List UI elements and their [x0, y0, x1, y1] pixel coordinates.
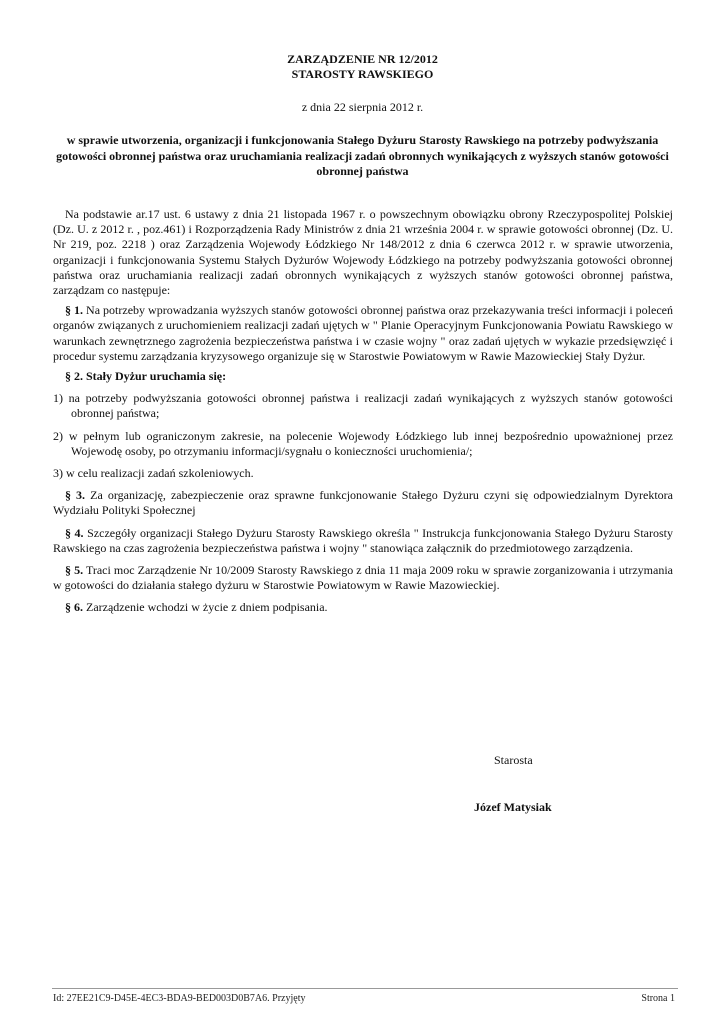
paragraph-3-text: Za organizację, zabezpieczenie oraz sprawne funkcjonowanie Stałego Dyżuru czyni się odpowiedzialnym Dyrektora Wydziału Polityki Społecznej: [53, 488, 674, 518]
paragraph-6-text: Zarządzenie wchodzi w życie z dniem podpisania.: [83, 600, 328, 615]
paragraph-2-item-2: 2) w pełnym lub ograniczonym zakresie, na polecenie Wojewody Łódzkiego lub innej bezpośrednio upoważnionej przez Wojewodę osoby, po otrzymaniu informacji/sygnału o konieczności uruchomienia/;: [53, 428, 673, 458]
signature-name: Józef Matysiak: [474, 800, 552, 814]
paragraph-5-text: Traci moc Zarządzenie Nr 10/2009 Starosty Rawskiego z dnia 11 maja 2009 roku w sprawie zorganizowania i utrzymania w gotowości do działania stałego dyżuru w Starostwie Powiatowym w Rawie Mazowieckiej.: [53, 563, 673, 593]
title-line-2: STAROSTY RAWSKIEGO: [291, 67, 434, 81]
document-date: z dnia 22 sierpnia 2012 r.: [301, 100, 424, 114]
footer-document-id: Id: 27EE21C9-D45E-4EC3-BDA9-BED003D0B7A6. Przyjęty: [53, 993, 306, 1004]
footer-page-number: Strona 1: [641, 993, 675, 1004]
paragraph-4: [53, 526, 673, 556]
paragraph-2-heading: § 2. Stały Dyżur uruchamia się:: [65, 369, 227, 384]
paragraph-1: [53, 303, 673, 364]
paragraph-2-item-3: 3) w celu realizacji zadań szkoleniowych.: [53, 466, 254, 481]
document-body: [53, 207, 673, 616]
paragraph-4-label: § 4.: [65, 525, 84, 540]
document-subject: w sprawie utworzenia, organizacji i funkcjonowania Stałego Dyżuru Starosty Rawskiego na potrzeby podwyższania gotowości obronnej państwa oraz uruchamiania realizacji zadań obronnych wynikających z wyższych stanów gotowości obronnej państwa: [56, 133, 669, 178]
signature-role: Starosta: [494, 753, 533, 767]
preamble: Na podstawie ar.17 ust. 6 ustawy z dnia 21 listopada 1967 r. o powszechnym obowiązku obrony Rzeczypospolitej Polskiej (Dz. U. z 2012 r. , poz.461) i Rozporządzenia Rady Ministrów z dnia 21 września 2004 r. w sprawie gotowości obronnej (Dz. U. Nr 219, poz. 2218 ) oraz Zarządzenia Wojewody Łódzkiego Nr 148/2012 z dnia 6 czerwca 2012 r. w sprawie utworzenia, organizacji i funkcjonowania Systemu Stałych Dyżurów Wojewody Łódzkiego na potrzeby podwyższania gotowości obronnej państwa oraz uruchamiania realizacji zadań obronnych wynikających z wyższych stanów gotowości obronnej państwa, zarządzam co następuje:: [53, 207, 673, 298]
document-title: [0, 52, 725, 82]
paragraph-5-label: § 5.: [65, 563, 84, 578]
paragraph-6: [53, 600, 673, 615]
footer-divider: [52, 988, 678, 989]
paragraph-6-label: § 6.: [65, 600, 83, 615]
paragraph-2-item-1: 1) na potrzeby podwyższania gotowości obronnej państwa i realizacji zadań wynikających z wyższych stanów gotowości obronnej państwa;: [53, 391, 673, 421]
paragraph-4-text: Szczegóły organizacji Stałego Dyżuru Starosty Rawskiego określa " Instrukcja funkcjonowania Stałego Dyżuru Starosty Rawskiego na czas zagrożenia bezpieczeństwa państwa i wojny " stanowiąca załącznik do przedmiotowego zarządzenia.: [53, 525, 674, 555]
paragraph-1-label: § 1.: [65, 303, 84, 318]
title-line-1: ZARZĄDZENIE NR 12/2012: [287, 52, 438, 66]
paragraph-3-label: § 3.: [65, 488, 86, 503]
paragraph-1-text: Na potrzeby wprowadzania wyższych stanów gotowości obronnej państwa oraz przekazywania treści informacji i poleceń organów związanych z uruchomieniem realizacji zadań ujętych w " Planie Operacyjnym Funkcjonowania Powiatu Rawskiego w warunkach zewnętrznego zagrożenia bezpieczeństwa państwa i w czasie wojny " oraz zadań ujętych w wykazie przedsięwzięć i procedur systemu zarządzania kryzysowego organizuje się w Starostwie Powiatowym w Rawie Mazowieckiej Stały Dyżur.: [53, 303, 673, 363]
paragraph-5: [53, 563, 673, 593]
paragraph-3: [53, 488, 673, 518]
